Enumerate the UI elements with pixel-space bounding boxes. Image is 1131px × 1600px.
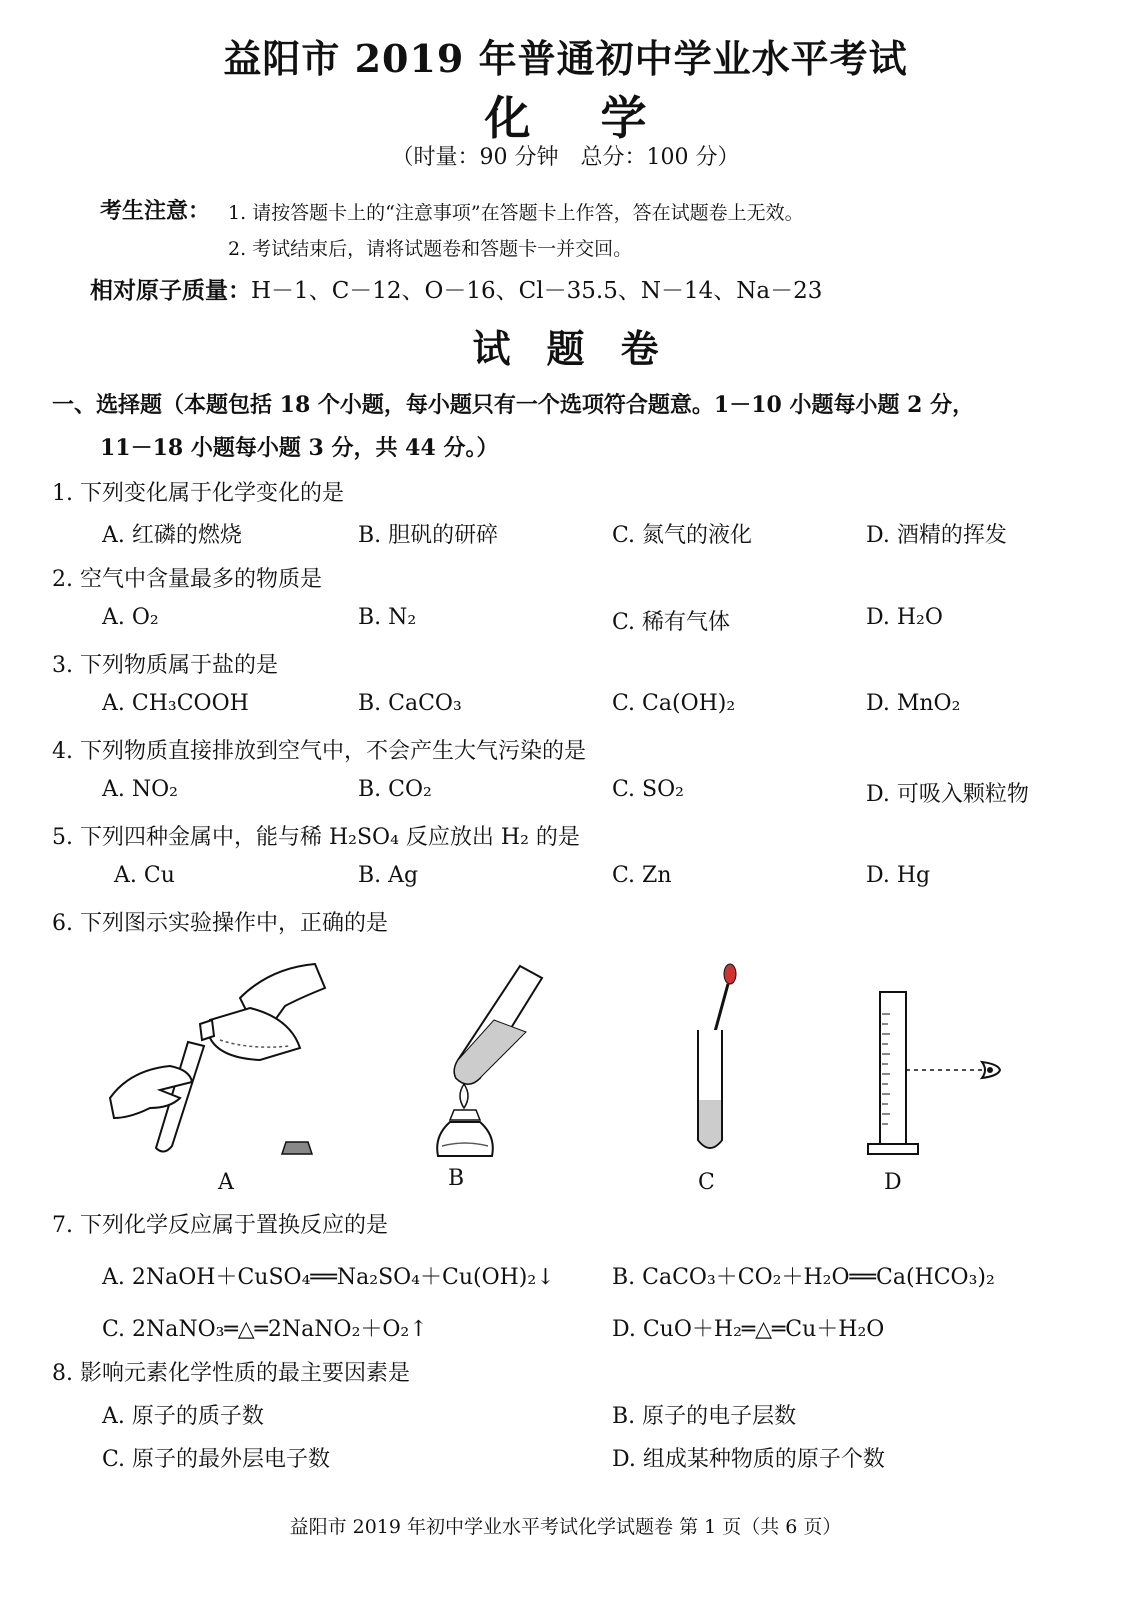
option: D. CuO＋H₂═△═Cu＋H₂O — [612, 1317, 885, 1342]
notice-label: 考生注意： — [100, 199, 211, 224]
option: A. 2NaOH＋CuSO₄══Na₂SO₄＋Cu(OH)₂↓ — [102, 1265, 555, 1290]
option: B. CO₂ — [358, 777, 432, 802]
option: D. 酒精的挥发 — [866, 523, 1007, 548]
atomic-mass-line — [90, 272, 822, 305]
paper-title: 试题卷 — [472, 326, 695, 371]
figure-a-pouring-liquid — [100, 958, 350, 1168]
option: A. NO₂ — [102, 777, 178, 802]
option: C. 稀有气体 — [612, 610, 731, 635]
option: C. Ca(OH)₂ — [612, 691, 736, 716]
atomic-mass-label: 相对原子质量： — [90, 278, 251, 304]
option: C. 氮气的液化 — [612, 523, 753, 548]
figure-label: A — [218, 1170, 234, 1195]
option: A. 红磷的燃烧 — [102, 523, 242, 548]
option: D. MnO₂ — [866, 691, 961, 716]
figure-label: C — [698, 1170, 715, 1195]
section-heading-cont: 11－18 小题每小题 3 分，共 44 分。） — [100, 435, 499, 461]
option: A. CH₃COOH — [102, 691, 249, 716]
subject-title: 化学 — [484, 91, 717, 145]
question-stem: 7. 下列化学反应属于置换反应的是 — [52, 1213, 388, 1238]
question-stem: 4. 下列物质直接排放到空气中，不会产生大气污染的是 — [52, 739, 586, 764]
page-footer: 益阳市 2019 年初中学业水平考试化学试题卷 第 1 页（共 6 页） — [289, 1516, 842, 1538]
option: D. Hg — [866, 863, 931, 888]
notice-item: 2. 考试结束后，请将试题卷和答题卡一并交回。 — [228, 238, 633, 260]
option: B. 胆矾的研碎 — [358, 523, 499, 548]
figure-label: B — [448, 1166, 465, 1191]
option: A. Cu — [114, 863, 175, 888]
notice-item: 1. 请按答题卡上的“注意事项”在答题卡上作答，答在试题卷上无效。 — [228, 202, 804, 224]
option: A. O₂ — [102, 605, 159, 630]
figure-d-graduated-cylinder — [860, 984, 1010, 1164]
option: C. SO₂ — [612, 777, 684, 802]
figure-c-dropper — [680, 960, 750, 1165]
option: C. 2NaNO₃═△═2NaNO₂＋O₂↑ — [102, 1317, 428, 1342]
option: B. CaCO₃ — [358, 691, 462, 716]
atomic-mass-values: H－1、C－12、O－16、Cl－35.5、N－14、Na－23 — [251, 278, 823, 304]
question-stem: 6. 下列图示实验操作中，正确的是 — [52, 911, 388, 936]
option: A. 原子的质子数 — [102, 1404, 264, 1429]
exam-title: 益阳市 2019 年普通初中学业水平考试 — [223, 36, 908, 81]
figure-label: D — [884, 1170, 902, 1195]
option: D. H₂O — [866, 605, 943, 630]
option: D. 可吸入颗粒物 — [866, 782, 1029, 807]
option: B. N₂ — [358, 605, 417, 630]
option: B. 原子的电子层数 — [612, 1404, 797, 1429]
option: B. Ag — [358, 863, 419, 888]
question-stem: 8. 影响元素化学性质的最主要因素是 — [52, 1361, 410, 1386]
option: C. 原子的最外层电子数 — [102, 1447, 331, 1472]
question-stem: 2. 空气中含量最多的物质是 — [52, 567, 322, 592]
exam-meta: （时量：90 分钟 总分：100 分） — [391, 145, 740, 170]
question-stem: 5. 下列四种金属中，能与稀 H₂SO₄ 反应放出 H₂ 的是 — [52, 825, 580, 850]
question-stem: 3. 下列物质属于盐的是 — [52, 653, 278, 678]
section-heading: 一、选择题（本题包括 18 个小题，每小题只有一个选项符合题意。1－10 小题每小题 2 分， — [52, 392, 975, 418]
option: C. Zn — [612, 863, 672, 888]
figure-b-heating-test-tube — [420, 960, 560, 1165]
question-stem: 1. 下列变化属于化学变化的是 — [52, 481, 344, 506]
option: D. 组成某种物质的原子个数 — [612, 1447, 885, 1472]
option: B. CaCO₃＋CO₂＋H₂O══Ca(HCO₃)₂ — [612, 1265, 995, 1290]
